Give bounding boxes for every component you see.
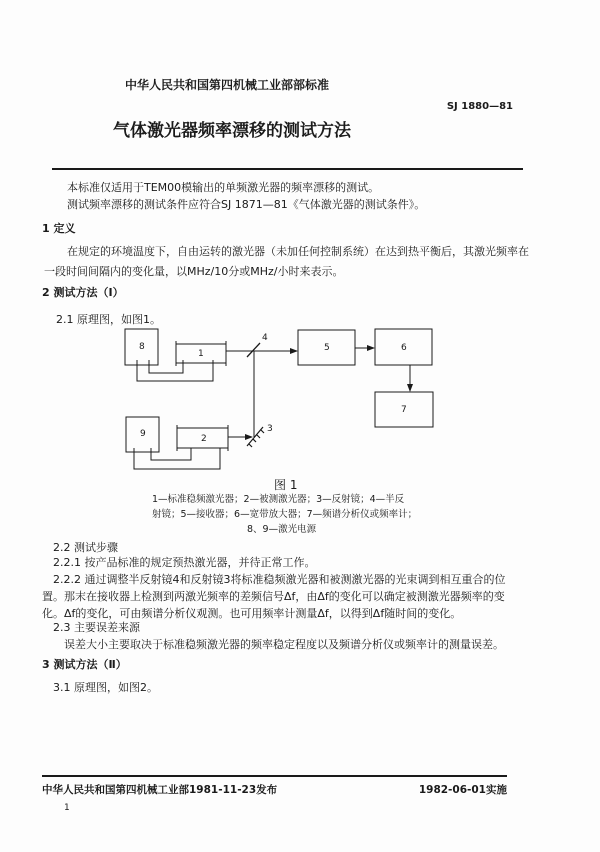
figure-legend-line: 射镜；5—接收器；6—宽带放大器；7—频谱分析仪或频率计； [152, 509, 418, 520]
label-4: 4 [262, 333, 268, 343]
paragraph-line: 置。那末在接收器上检测到两激光频率的差频信号Δf，由Δf的变化可以确定被测激光器频率的变 [42, 590, 505, 603]
label-7: 7 [401, 405, 407, 415]
standard-code: SJ 1880—81 [446, 101, 513, 112]
paragraph-line: 2.2.1 按产品标准的规定预热激光器，并待正常工作。 [53, 556, 316, 569]
paragraph-line: 化。Δf的变化，可由频谱分析仪观测。也可用频率计测量Δf，以得到Δf随时间的变化。 [42, 607, 462, 620]
issue-date: 中华人民共和国第四机械工业部1981-11-23发布 [42, 784, 278, 796]
section-heading: 2 测试方法（Ⅰ） [42, 286, 124, 299]
label-6: 6 [401, 343, 407, 353]
label-8: 8 [139, 342, 145, 352]
intro-line: 本标准仅适用于TEM00模输出的单频激光器的频率漂移的测试。 [67, 181, 380, 194]
figure-legend-line: 1—标准稳频激光器；2—被测激光器；3—反射镜；4—半反 [152, 494, 405, 505]
issuer: 中华人民共和国第四机械工业部部标准 [125, 78, 330, 92]
footer-rule [42, 775, 507, 777]
figure-legend-line: 8、9—激光电源 [247, 524, 317, 535]
label-3: 3 [267, 424, 273, 434]
subsection-heading: 3.1 原理图，如图2。 [53, 681, 158, 694]
label-5: 5 [324, 343, 330, 353]
label-2: 2 [201, 434, 207, 444]
paragraph-line: 在规定的环境温度下，自由运转的激光器（未加任何控制系统）在达到热平衡后，其激光频率在 [67, 245, 529, 258]
paragraph-line: 2.2.2 通过调整半反射镜4和反射镜3将标准稳频激光器和被测激光器的光束调到相互重合的位 [53, 573, 506, 586]
effective-date: 1982-06-01实施 [418, 784, 507, 796]
section-heading: 1 定义 [42, 222, 76, 235]
subsection-heading: 2.1 原理图，如图1。 [56, 313, 161, 326]
page-title: 气体激光器频率漂移的测试方法 [113, 121, 351, 141]
page-number: 1 [64, 803, 70, 813]
subsection-heading: 2.2 测试步骤 [53, 541, 118, 554]
subsection-heading: 2.3 主要误差来源 [53, 621, 140, 634]
label-9: 9 [140, 429, 146, 439]
label-1: 1 [198, 349, 204, 359]
paragraph-line: 一段时间间隔内的变化量，以MHz/10分或MHz/小时来表示。 [44, 265, 344, 278]
wires-9-2 [134, 448, 220, 469]
section-heading: 3 测试方法（Ⅱ） [42, 658, 127, 671]
figure-caption: 图 1 [274, 478, 298, 492]
paragraph-line: 误差大小主要取决于标准稳频激光器的频率稳定程度以及频谱分析仪或频率计的测量误差。 [64, 638, 504, 651]
intro-line: 测试频率漂移的测试条件应符合SJ 1871—81《气体激光器的测试条件》。 [67, 198, 426, 211]
